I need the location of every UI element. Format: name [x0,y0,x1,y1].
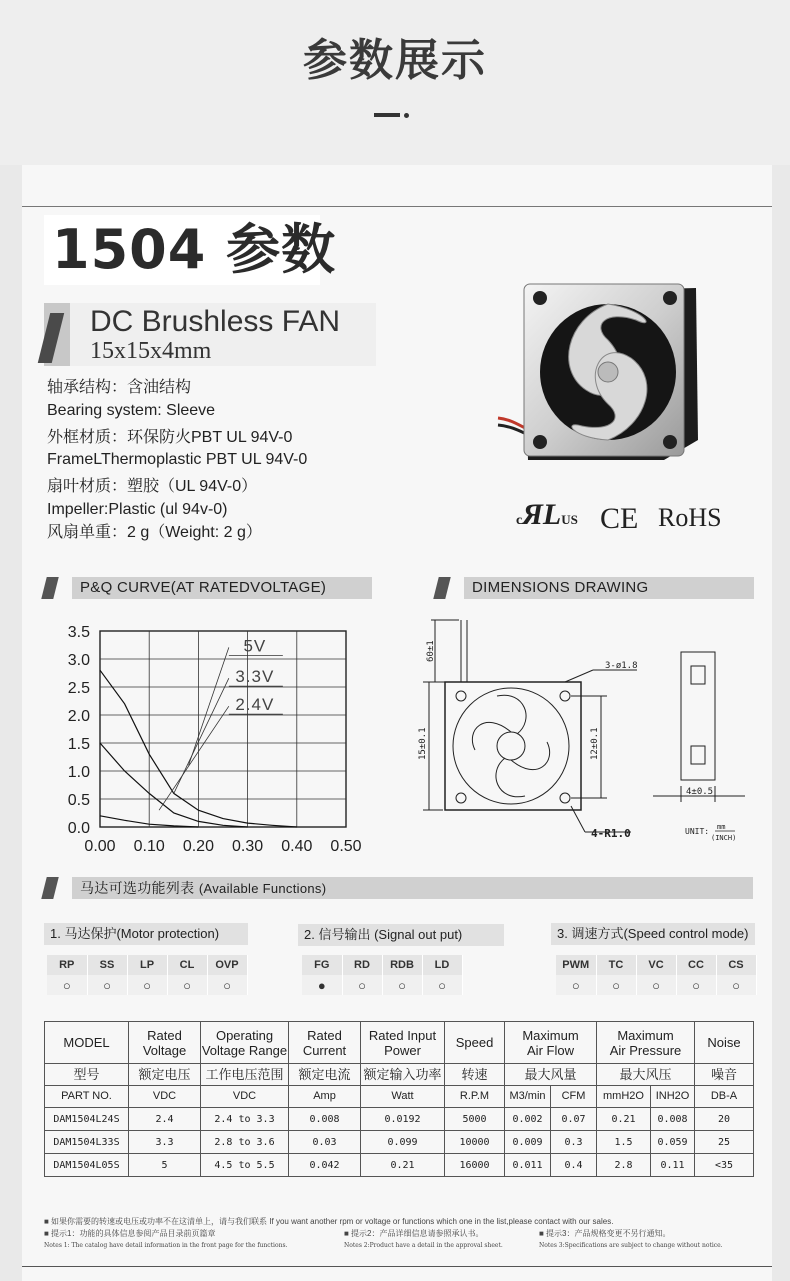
table-header-cell: MODEL [45,1022,129,1064]
table-cell: 0.3 [551,1131,597,1154]
table-cell: DAM1504L05S [45,1154,129,1177]
table-header-cell: Noise [695,1022,754,1064]
spec-table [44,1021,754,1177]
table-cell: 0.002 [505,1108,551,1131]
table-header-cell: 最大风量 [505,1064,597,1086]
fan-type-label: DC Brushless FAN [90,305,341,338]
spec-impeller-cn: 扇叶材质：塑胶（UL 94V-0） [47,478,258,496]
table-unit-cell: Watt [361,1086,445,1108]
spec-bearing-cn: 轴承结构：含油结构 [47,379,192,396]
table-header-cell: Rated Input Power [361,1022,445,1064]
table-header-cell: Maximum Air Flow [505,1022,597,1064]
table-cell: 1.5 [597,1131,651,1154]
y-tick-label: 0.5 [67,792,90,809]
certification-logos [510,490,740,548]
table-cell: 16000 [445,1154,505,1177]
function-state: ○ [676,975,716,995]
thickness-dim: 4±0.5 [686,787,714,797]
y-tick-label: 0.0 [67,820,90,837]
table-cell: 2.4 [129,1108,201,1131]
unit-label: UNIT: [685,827,710,836]
function-label: TC [596,955,636,975]
function-label: FG [302,955,342,975]
function-state: ○ [127,975,167,995]
table-unit-cell: CFM [551,1086,597,1108]
fan-product-image [496,280,706,470]
table-cell: 0.042 [289,1154,361,1177]
table-cell: 0.11 [651,1154,695,1177]
table-header-cell: 额定输入功率 [361,1064,445,1086]
y-tick-label: 1.0 [67,764,90,781]
function-group-signal-output [302,955,463,995]
table-row [45,1108,754,1131]
table-cell: DAM1504L24S [45,1108,129,1131]
table-unit-cell: PART NO. [45,1086,129,1108]
ce-logo: CE [600,502,639,535]
footnotes [44,1216,764,1252]
table-cell: 0.21 [361,1154,445,1177]
table-cell: 4.5 to 5.5 [201,1154,289,1177]
series-label: 5V [243,636,267,656]
footnote-line: ■ 提示1：功能的具体信息参阅产品目录前页篇章 ■ 提示2：产品详细信息请参照承认书。 ■ 提示3：产品规格变更不另行通知。 [44,1229,671,1238]
function-label: LD [422,955,462,975]
width-dim: 15±0.1 [418,727,428,760]
table-header-cell: 噪音 [695,1064,754,1086]
function-label: CS [716,955,756,975]
spec-impeller-en: Impeller:Plastic (ul 94v-0) [47,500,228,518]
function-group-motor-protection [47,955,248,995]
table-unit-cell: VDC [201,1086,289,1108]
ul-logo: cЯLUS [516,498,578,531]
table-cell: 0.099 [361,1131,445,1154]
table-cell: 0.21 [597,1108,651,1131]
corner-dim: 4-R1.0 [591,827,631,840]
series-leader-line [159,706,229,810]
unit-bottom: (INCH) [711,834,737,842]
function-state: ○ [556,975,596,995]
top-divider [22,206,772,207]
y-tick-label: 2.5 [67,680,90,697]
pq-curve-chart [40,615,390,865]
function-group-speed-control [556,955,757,995]
table-unit-cell: DB-A [695,1086,754,1108]
series-label: 3.3V [235,667,275,687]
table-cell: 0.03 [289,1131,361,1154]
function-group-title: 3. 调速方式(Speed control mode) [551,923,755,945]
table-unit-cell: INH2O [651,1086,695,1108]
spec-bearing-en: Bearing system: Sleeve [47,401,216,419]
lead-length-dim: 60±1 [426,640,436,662]
table-cell: 0.07 [551,1108,597,1131]
spec-list [47,377,507,545]
page-title: 参数展示 [303,35,487,86]
table-header-cell: 额定电压 [129,1064,201,1086]
series-line-3.3V [100,743,248,827]
table-cell: 5000 [445,1108,505,1131]
function-state: ○ [87,975,127,995]
function-state: ○ [342,975,382,995]
table-cell: 0.009 [505,1131,551,1154]
y-tick-label: 3.0 [67,652,90,669]
table-cell: 0.4 [551,1154,597,1177]
table-cell: 25 [695,1131,754,1154]
y-tick-label: 2.0 [67,708,90,725]
table-header-cell: 工作电压范围 [201,1064,289,1086]
x-tick-label: 0.00 [84,838,116,855]
pq-curve-heading: P&Q CURVE(AT RATEDVOLTAGE) [44,577,372,599]
function-state: ○ [382,975,422,995]
function-label: RD [342,955,382,975]
x-tick-label: 0.30 [232,838,264,855]
table-cell: 2.8 to 3.6 [201,1131,289,1154]
function-state: ○ [207,975,247,995]
y-tick-label: 1.5 [67,736,90,753]
table-cell: 0.0192 [361,1108,445,1131]
function-state: ○ [716,975,756,995]
title-underline [374,113,400,117]
table-unit-cell: Amp [289,1086,361,1108]
page-header [0,0,790,165]
table-header-row [45,1064,754,1086]
table-header-cell: Rated Current [289,1022,361,1064]
function-state: ○ [636,975,676,995]
fan-type-banner [44,303,376,366]
x-tick-label: 0.20 [182,838,214,855]
hole-pitch-dim: 12±0.1 [590,727,600,760]
x-tick-label: 0.40 [281,838,313,855]
table-cell: 5 [129,1154,201,1177]
x-tick-label: 0.50 [330,838,362,855]
footnote-line: ■ 如果你需要的转速或电压或功率不在这清单上，请与我们联系 If you want another rpm or voltage or functions which one in the list,please contact with our sales. [44,1217,614,1226]
table-cell: DAM1504L33S [45,1131,129,1154]
table-unit-cell: M3/min [505,1086,551,1108]
footnote-line: Notes 1: The catalog have detail information in the front page for the functions. Notes 2:Product have a detail in the approval sheet. Notes 3:Specifications are subject to change without notice. [44,1242,723,1249]
table-header-cell: 最大风压 [597,1064,695,1086]
table-cell: 20 [695,1108,754,1131]
function-group-title: 2. 信号输出 (Signal out put) [298,924,504,946]
table-header-cell: Speed [445,1022,505,1064]
function-label: RDB [382,955,422,975]
table-row [45,1131,754,1154]
functions-heading: 马达可选功能列表 (Available Functions) [44,877,753,899]
function-label: CC [676,955,716,975]
table-header-cell: 型号 [45,1064,129,1086]
hole-dim: 3-ø1.8 [605,661,638,671]
table-unit-cell: mmH2O [597,1086,651,1108]
function-label: PWM [556,955,596,975]
table-cell: 3.3 [129,1131,201,1154]
table-unit-cell: VDC [129,1086,201,1108]
x-tick-label: 0.10 [133,838,165,855]
table-header-cell: 额定电流 [289,1064,361,1086]
table-cell: <35 [695,1154,754,1177]
y-tick-label: 3.5 [67,624,90,641]
table-header-row [45,1022,754,1064]
dimensions-drawing [405,610,775,850]
table-header-cell: Rated Voltage [129,1022,201,1064]
series-leader-line [189,647,229,765]
function-label: RP [47,955,87,975]
table-units-row [45,1086,754,1108]
function-label: OVP [207,955,247,975]
table-cell: 0.008 [289,1108,361,1131]
function-state: ○ [167,975,207,995]
table-row [45,1154,754,1177]
function-label: LP [127,955,167,975]
table-cell: 0.059 [651,1131,695,1154]
function-label: VC [636,955,676,975]
model-title: 1504 参数 [44,215,320,285]
bottom-divider [22,1266,772,1267]
table-cell: 10000 [445,1131,505,1154]
spec-frame-cn: 外框材质：环保防火PBT UL 94V-0 [47,428,293,446]
title-dot [404,113,409,118]
unit-top: mm [717,823,726,831]
function-group-title: 1. 马达保护(Motor protection) [44,923,248,945]
table-cell: 2.8 [597,1154,651,1177]
table-header-cell: Operating Voltage Range [201,1022,289,1064]
table-cell: 0.011 [505,1154,551,1177]
table-header-cell: Maximum Air Pressure [597,1022,695,1064]
function-state: ○ [47,975,87,995]
function-state: ○ [422,975,462,995]
table-cell: 2.4 to 3.3 [201,1108,289,1131]
fan-size-label: 15x15x4mm [90,338,212,364]
spec-weight: 风扇单重：2 g（Weight: 2 g） [47,523,262,541]
spec-frame-en: FrameLThermoplastic PBT UL 94V-0 [47,451,308,469]
table-unit-cell: R.P.M [445,1086,505,1108]
function-state: ○ [596,975,636,995]
function-state: ● [302,975,342,995]
function-label: CL [167,955,207,975]
function-label: SS [87,955,127,975]
series-label: 2.4V [235,695,275,715]
table-header-cell: 转速 [445,1064,505,1086]
table-cell: 0.008 [651,1108,695,1131]
dimensions-heading: DIMENSIONS DRAWING [436,577,754,599]
rohs-logo: RoHS [658,503,722,532]
